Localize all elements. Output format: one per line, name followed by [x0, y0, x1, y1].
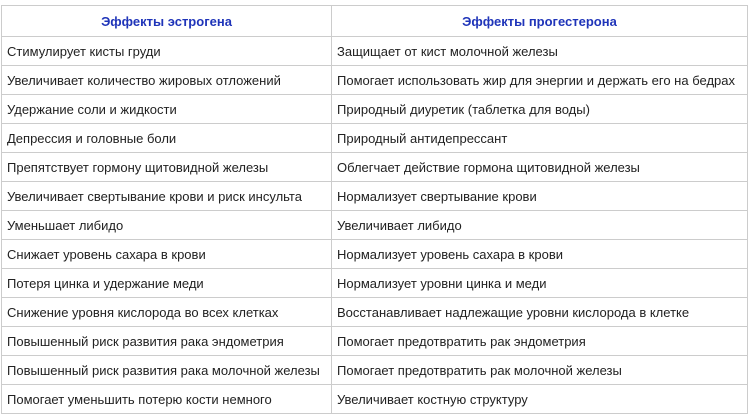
table-row: [2, 240, 748, 269]
progesterone-effect-cell: Природный диуретик (таблетка для воды): [332, 95, 748, 124]
progesterone-effect-cell: Восстанавливает надлежащие уровни кислорода в клетке: [332, 298, 748, 327]
table-row: [2, 124, 748, 153]
progesterone-effect-cell: Увеличивает костную структуру: [332, 385, 748, 414]
progesterone-effect-cell: Нормализует свертывание крови: [332, 182, 748, 211]
estrogen-effect-cell: Помогает уменьшить потерю кости немного: [2, 385, 332, 414]
table-row: [2, 66, 748, 95]
table-row: [2, 385, 748, 414]
estrogen-effect-cell: Увеличивает количество жировых отложений: [2, 66, 332, 95]
progesterone-effect-cell: Нормализует уровень сахара в крови: [332, 240, 748, 269]
table-row: [2, 298, 748, 327]
estrogen-effect-cell: Потеря цинка и удержание меди: [2, 269, 332, 298]
estrogen-effect-cell: Повышенный риск развития рака молочной железы: [2, 356, 332, 385]
progesterone-effect-cell: Помогает использовать жир для энергии и держать его на бедрах: [332, 66, 748, 95]
table-row: [2, 37, 748, 66]
progesterone-effect-cell: Природный антидепрессант: [332, 124, 748, 153]
progesterone-effect-cell: Помогает предотвратить рак молочной железы: [332, 356, 748, 385]
estrogen-effect-cell: Уменьшает либидо: [2, 211, 332, 240]
comparison-table: [1, 5, 748, 414]
estrogen-effect-cell: Препятствует гормону щитовидной железы: [2, 153, 332, 182]
table-row: [2, 182, 748, 211]
progesterone-effect-cell: Защищает от кист молочной железы: [332, 37, 748, 66]
estrogen-effect-cell: Стимулирует кисты груди: [2, 37, 332, 66]
table-header: [2, 6, 748, 37]
progesterone-effect-cell: Увеличивает либидо: [332, 211, 748, 240]
table-row: [2, 269, 748, 298]
progesterone-effect-cell: Нормализует уровни цинка и меди: [332, 269, 748, 298]
table-body: [2, 37, 748, 414]
estrogen-effect-cell: Депрессия и головные боли: [2, 124, 332, 153]
table-row: [2, 95, 748, 124]
table-row: [2, 211, 748, 240]
estrogen-effect-cell: Снижает уровень сахара в крови: [2, 240, 332, 269]
progesterone-effect-cell: Помогает предотвратить рак эндометрия: [332, 327, 748, 356]
header-row: [2, 6, 748, 37]
estrogen-effect-cell: Снижение уровня кислорода во всех клетках: [2, 298, 332, 327]
estrogen-effect-cell: Повышенный риск развития рака эндометрия: [2, 327, 332, 356]
estrogen-effect-cell: Удержание соли и жидкости: [2, 95, 332, 124]
progesterone-effect-cell: Облегчает действие гормона щитовидной железы: [332, 153, 748, 182]
table-row: [2, 356, 748, 385]
table-row: [2, 153, 748, 182]
estrogen-effect-cell: Увеличивает свертывание крови и риск инсульта: [2, 182, 332, 211]
header-progesterone-effects: Эффекты прогестерона: [332, 6, 748, 37]
header-estrogen-effects: Эффекты эстрогена: [2, 6, 332, 37]
table-row: [2, 327, 748, 356]
